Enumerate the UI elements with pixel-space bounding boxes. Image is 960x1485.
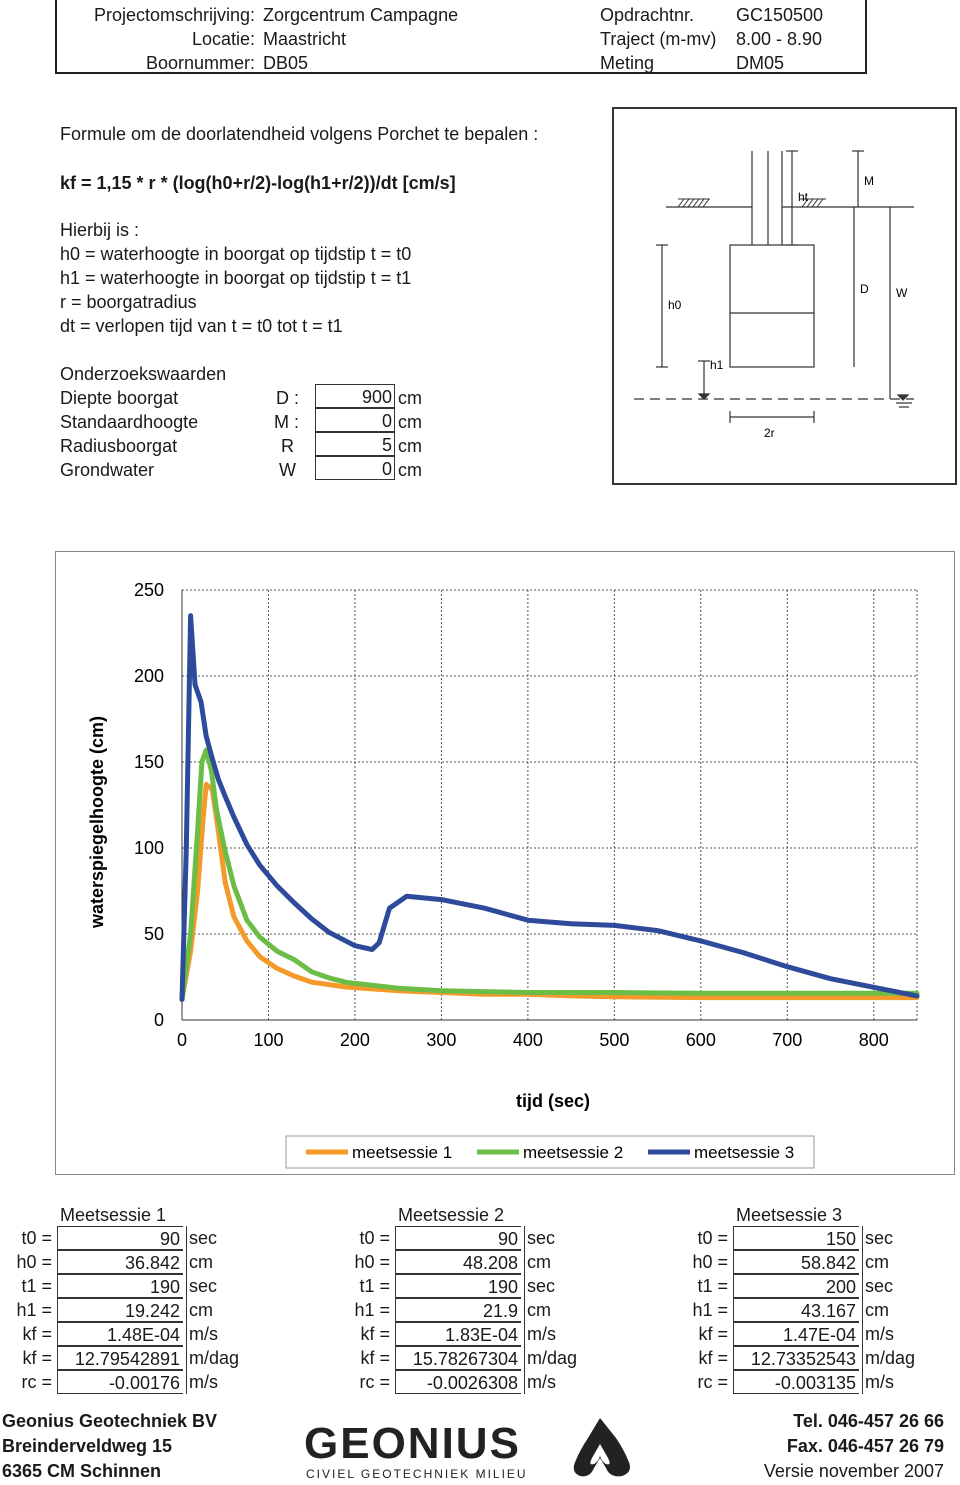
location-value: Maastricht <box>263 29 347 49</box>
y-tick-label: 150 <box>133 752 164 772</box>
project-label: Projectomschrijving: <box>93 5 255 25</box>
boring-value: DB05 <box>263 53 309 73</box>
label-ht: ht <box>798 190 809 204</box>
session-title: Meetsessie 2 <box>398 1205 505 1225</box>
x-tick-label: 700 <box>772 1030 803 1050</box>
formula-equation: kf = 1,15 * r * (log(h0+r/2)-log(h1+r/2))/dt [cm/s] <box>60 173 456 193</box>
phone-number: Tel. 046-457 26 66 <box>793 1411 944 1431</box>
result-value: -0.0026308 <box>395 1370 521 1394</box>
session-title: Meetsessie 1 <box>60 1205 167 1225</box>
traject-value: 8.00 - 8.90 <box>736 29 823 49</box>
result-value: 1.48E-04 <box>57 1322 183 1346</box>
result-unit: cm <box>524 1250 551 1274</box>
label-D: D <box>860 282 869 296</box>
param-value-box <box>315 432 395 456</box>
result-unit: m/s <box>862 1370 894 1394</box>
y-tick-label: 50 <box>143 924 164 944</box>
y-tick-label: 100 <box>133 838 164 858</box>
result-value: 190 <box>395 1274 521 1298</box>
result-unit: m/dag <box>186 1346 239 1370</box>
param-value: 0 <box>381 459 392 479</box>
y-tick-label: 0 <box>153 1010 164 1030</box>
location-label: Locatie: <box>191 29 255 49</box>
result-unit: sec <box>862 1274 893 1298</box>
company-street: Breinderveldweg 15 <box>2 1436 173 1456</box>
param-unit: cm <box>398 436 422 456</box>
series-line-3 <box>182 616 917 1000</box>
result-label: t0 = <box>21 1228 52 1248</box>
x-tick-label: 300 <box>426 1030 457 1050</box>
result-value: 90 <box>395 1226 521 1250</box>
result-unit: cm <box>862 1250 889 1274</box>
result-value: 15.78267304 <box>395 1346 521 1370</box>
order-value: GC150500 <box>736 5 824 25</box>
x-tick-label: 600 <box>685 1030 716 1050</box>
meting-value: DM05 <box>736 53 785 73</box>
result-label: kf = <box>22 1348 52 1368</box>
result-unit: cm <box>862 1298 889 1322</box>
series-line-1 <box>182 784 917 999</box>
y-axis-label: waterspiegelhoogte (cm) <box>87 715 107 929</box>
result-value: 12.79542891 <box>57 1346 183 1370</box>
result-value: 43.167 <box>733 1298 859 1322</box>
x-tick-label: 200 <box>339 1030 370 1050</box>
legend-label: meetsessie 1 <box>352 1143 453 1162</box>
result-value: -0.00176 <box>57 1370 183 1394</box>
company-name: Geonius Geotechniek BV <box>2 1411 218 1431</box>
result-value: 1.83E-04 <box>395 1322 521 1346</box>
result-label: kf = <box>698 1324 728 1344</box>
result-label: h1 = <box>16 1300 52 1320</box>
result-label: rc = <box>21 1372 52 1392</box>
result-unit: cm <box>524 1298 551 1322</box>
param-symbol: W <box>279 460 296 480</box>
param-value: 0 <box>381 411 392 431</box>
logo-wordmark: GEONIUS <box>304 1419 521 1468</box>
result-label: h1 = <box>354 1300 390 1320</box>
series-line-2 <box>182 750 917 999</box>
logo-tagline: CIVIEL GEOTECHNIEK MILIEU <box>306 1467 528 1481</box>
y-tick-label: 200 <box>133 666 164 686</box>
result-value: 21.9 <box>395 1298 521 1322</box>
result-label: t1 = <box>21 1276 52 1296</box>
param-value: 5 <box>381 435 392 455</box>
result-unit: m/s <box>524 1370 556 1394</box>
result-label: kf = <box>698 1348 728 1368</box>
x-axis-label: tijd (sec) <box>515 1091 591 1111</box>
result-value: 190 <box>57 1274 183 1298</box>
result-value: -0.003135 <box>733 1370 859 1394</box>
formula-def-dt: dt = verlopen tijd van t = t0 tot t = t1 <box>60 316 343 336</box>
result-value: 36.842 <box>57 1250 183 1274</box>
result-unit: m/dag <box>862 1346 915 1370</box>
label-M: M <box>864 174 874 188</box>
session-title: Meetsessie 3 <box>736 1205 843 1225</box>
label-h1: h1 <box>710 358 724 372</box>
traject-label: Traject (m-mv) <box>600 29 717 49</box>
result-label: rc = <box>359 1372 390 1392</box>
param-label: Diepte boorgat <box>60 388 179 408</box>
result-unit: m/s <box>524 1322 556 1346</box>
result-label: t0 = <box>359 1228 390 1248</box>
formula-def-r: r = boorgatradius <box>60 292 197 312</box>
project-value: Zorgcentrum Campagne <box>263 5 459 25</box>
param-value-box <box>315 384 395 408</box>
chart-container <box>55 551 955 1175</box>
result-value: 150 <box>733 1226 859 1250</box>
param-unit: cm <box>398 460 422 480</box>
x-tick-label: 0 <box>176 1030 188 1050</box>
result-value: 90 <box>57 1226 183 1250</box>
param-label: Grondwater <box>60 460 155 480</box>
label-h0: h0 <box>668 298 682 312</box>
water-level-chart <box>56 552 954 1174</box>
chart-legend <box>286 1136 814 1168</box>
result-value: 200 <box>733 1274 859 1298</box>
result-value: 12.73352543 <box>733 1346 859 1370</box>
param-symbol: D : <box>276 388 300 408</box>
legend-label: meetsessie 2 <box>523 1143 624 1162</box>
x-tick-label: 100 <box>253 1030 284 1050</box>
version-text: Versie november 2007 <box>763 1461 944 1481</box>
param-symbol: R <box>281 436 294 456</box>
result-unit: sec <box>186 1274 217 1298</box>
param-value: 900 <box>361 387 392 407</box>
label-2r: 2r <box>764 426 775 440</box>
result-label: kf = <box>22 1324 52 1344</box>
result-unit: cm <box>186 1298 213 1322</box>
result-label: t1 = <box>359 1276 390 1296</box>
result-label: rc = <box>697 1372 728 1392</box>
result-label: t1 = <box>697 1276 728 1296</box>
param-label: Standaardhoogte <box>60 412 199 432</box>
result-unit: sec <box>186 1226 217 1250</box>
result-unit: cm <box>186 1250 213 1274</box>
legend-label: meetsessie 3 <box>694 1143 795 1162</box>
result-value: 19.242 <box>57 1298 183 1322</box>
x-tick-label: 400 <box>512 1030 543 1050</box>
result-unit: m/s <box>186 1322 218 1346</box>
result-unit: sec <box>524 1226 555 1250</box>
result-label: h1 = <box>692 1300 728 1320</box>
borehole-diagram-svg <box>614 109 955 483</box>
y-tick-label: 250 <box>133 580 164 600</box>
label-W: W <box>896 286 908 300</box>
result-unit: m/s <box>862 1322 894 1346</box>
result-label: t0 = <box>697 1228 728 1248</box>
params-title: Onderzoekswaarden <box>60 364 227 384</box>
result-unit: sec <box>862 1226 893 1250</box>
param-value-box <box>315 456 395 480</box>
param-symbol: M : <box>274 412 299 432</box>
result-label: kf = <box>360 1348 390 1368</box>
result-label: h0 = <box>16 1252 52 1272</box>
geonius-logo-icon <box>562 1414 642 1482</box>
result-value: 1.47E-04 <box>733 1322 859 1346</box>
formula-def-h0: h0 = waterhoogte in boorgat op tijdstip t = t0 <box>60 244 412 264</box>
param-value-box <box>315 408 395 432</box>
formula-def-h1: h1 = waterhoogte in boorgat op tijdstip t = t1 <box>60 268 412 288</box>
param-unit: cm <box>398 412 422 432</box>
result-unit: m/dag <box>524 1346 577 1370</box>
result-unit: sec <box>524 1274 555 1298</box>
result-label: kf = <box>360 1324 390 1344</box>
result-unit: m/s <box>186 1370 218 1394</box>
result-value: 58.842 <box>733 1250 859 1274</box>
param-label: Radiusboorgat <box>60 436 178 456</box>
fax-number: Fax. 046-457 26 79 <box>786 1436 944 1456</box>
formula-where: Hierbij is : <box>60 220 140 240</box>
result-value: 48.208 <box>395 1250 521 1274</box>
borehole-diagram <box>612 107 957 485</box>
x-tick-label: 800 <box>858 1030 889 1050</box>
param-unit: cm <box>398 388 422 408</box>
result-label: h0 = <box>692 1252 728 1272</box>
order-label: Opdrachtnr. <box>600 5 695 25</box>
x-tick-label: 500 <box>599 1030 630 1050</box>
result-label: h0 = <box>354 1252 390 1272</box>
formula-intro: Formule om de doorlatendheid volgens Porchet te bepalen : <box>60 124 539 144</box>
boring-label: Boornummer: <box>145 53 255 73</box>
meting-label: Meting <box>600 53 655 73</box>
company-city: 6365 CM Schinnen <box>2 1461 162 1481</box>
